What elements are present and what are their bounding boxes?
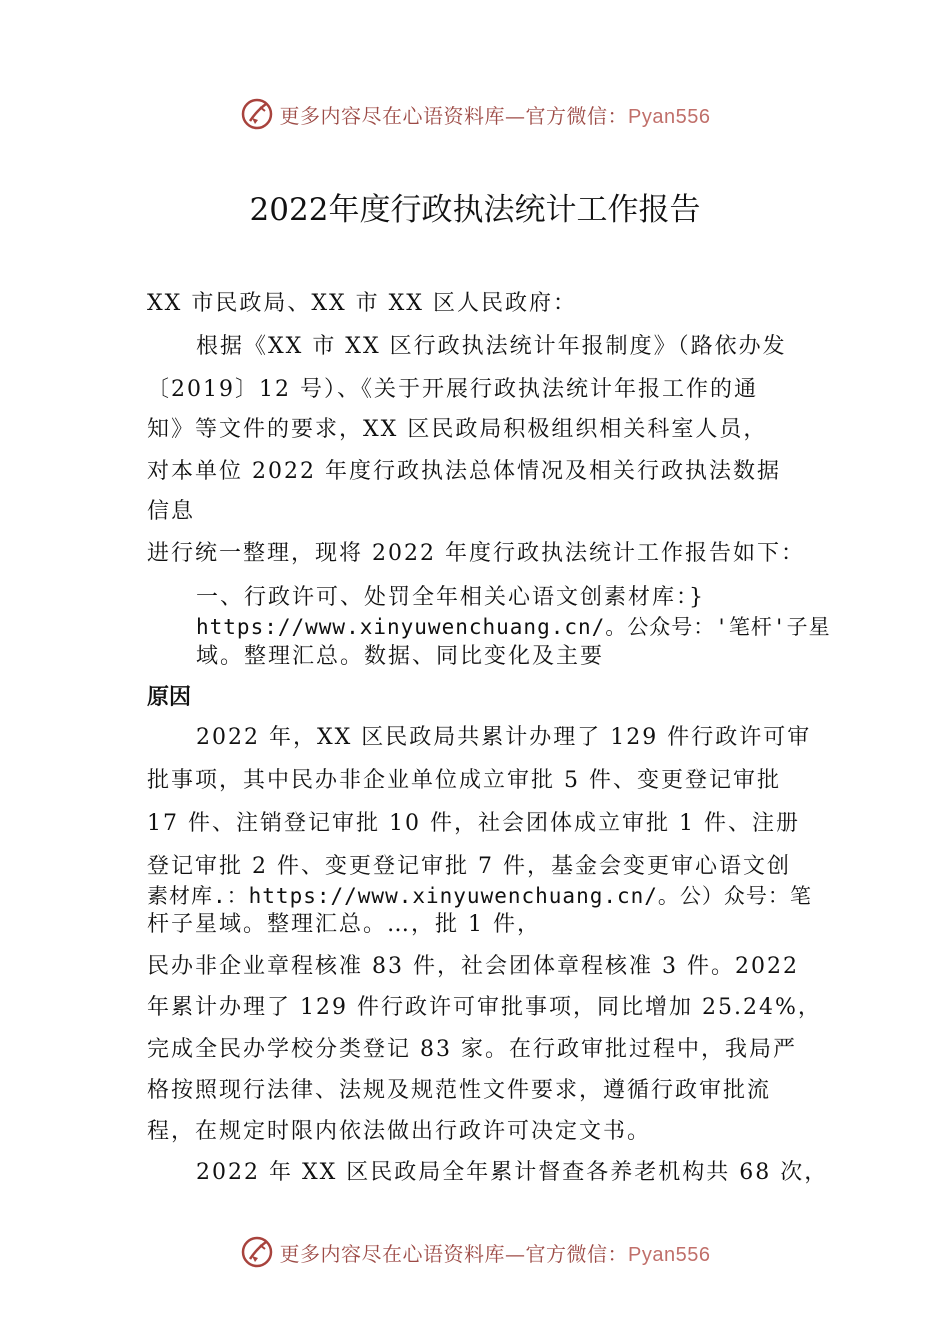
item1-line: 域。整理汇总。数据、同比变化及主要 xyxy=(196,644,605,669)
banner-contact: Pyan556 xyxy=(628,1243,711,1266)
para2-line: 杆子星域。整理汇总。…，批 1 件， xyxy=(147,912,541,937)
para2-line: 批事项，其中民办非企业单位成立审批 5 件、变更登记审批 xyxy=(147,768,781,793)
para2-line: 格按照现行法律、法规及规范性文件要求，遵循行政审批流 xyxy=(147,1078,772,1103)
para1-line: 信息 xyxy=(147,499,196,524)
para1-line: 对本单位 2022 年度行政执法总体情况及相关行政执法数据 xyxy=(147,459,781,484)
banner-text xyxy=(280,1238,711,1267)
banner-slogan: 更多内容尽在心语资料库—官方微信： xyxy=(279,1241,629,1266)
para2-line: 素材库.：https://www.xinyuwenchuang.cn/。公）众号：笔 xyxy=(147,884,812,908)
para2-line: 17 件、注销登记审批 10 件，社会团体成立审批 1 件、注册 xyxy=(147,811,800,836)
para1-line: 知》等文件的要求，XX 区民政局积极组织相关科室人员， xyxy=(147,417,768,442)
header-banner xyxy=(0,94,950,134)
quill-seal-icon xyxy=(240,1235,274,1269)
document-title: 2022年度行政执法统计工作报告 xyxy=(249,192,701,228)
section-heading: 原因 xyxy=(147,685,192,710)
para1-line: 进行统一整理，现将 2022 年度行政执法统计工作报告如下： xyxy=(147,541,805,566)
para2-line: 完成全民办学校分类登记 83 家。在行政审批过程中，我局严 xyxy=(147,1037,797,1062)
para3-line: 2022 年 XX 区民政局全年累计督查各养老机构共 68 次， xyxy=(196,1160,829,1185)
para2-line: 程，在规定时限内依法做出行政许可决定文书。 xyxy=(147,1119,652,1144)
para1-line: 〔2019〕12 号）、《关于开展行政执法统计年报工作的通 xyxy=(147,377,758,402)
quill-seal-icon xyxy=(240,97,274,131)
para2-line: 民办非企业章程核准 83 件，社会团体章程核准 3 件。2022 xyxy=(147,954,799,979)
para1-line: 根据《XX 市 XX 区行政执法统计年报制度》（路依办发 xyxy=(196,334,787,359)
banner-slogan: 更多内容尽在心语资料库—官方微信： xyxy=(279,103,629,128)
item1-line: https://www.xinyuwenchuang.cn/。公众号：'笔杆'子星 xyxy=(196,615,831,639)
footer-banner xyxy=(0,1232,950,1272)
salutation: XX 市民政局、XX 市 XX 区人民政府： xyxy=(147,291,577,316)
banner-text xyxy=(280,100,711,129)
banner-contact: Pyan556 xyxy=(628,105,711,128)
para2-line: 2022 年，XX 区民政局共累计办理了 129 件行政许可审 xyxy=(196,725,812,750)
para2-line: 年累计办理了 129 件行政许可审批事项，同比增加 25.24%， xyxy=(147,995,822,1020)
para2-line: 登记审批 2 件、变更登记审批 7 件，基金会变更审心语文创 xyxy=(147,854,791,879)
item1-line: 一、行政许可、处罚全年相关心语文创素材库：} xyxy=(196,585,705,610)
